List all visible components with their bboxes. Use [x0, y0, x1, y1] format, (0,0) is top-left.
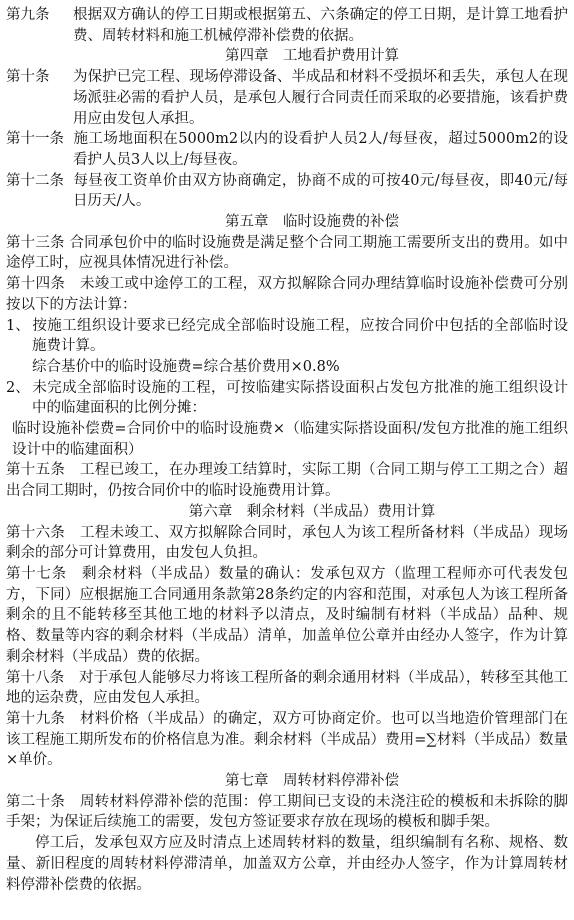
list-item-1-text: 按施工组织设计要求已经完成全部临时设施工程，应按合同价中包括的全部临时设施费计算。	[32, 317, 568, 355]
formula-2: 临时设施补偿费=合同价中的临时设施费×（临建实际搭设面积/发包方批准的施工组织设计中的临建面积）	[12, 421, 568, 458]
list-item-1	[6, 316, 568, 357]
article-18: 第十八条 对于承包人能够尽力将该工程所备的剩余通用材料（半成品），转移至其他工地的运杂费，应由发包人承担。	[6, 669, 568, 707]
article-11-label: 第十一条	[6, 131, 64, 148]
article-16: 第十六条 工程未竣工、双方拟解除合同时，承包人为该工程所备材料（半成品）现场剩余的部分可计算费用，由发包人负担。	[6, 524, 568, 562]
article-9-label: 第九条	[6, 7, 50, 23]
list-item-2-label: 2、	[6, 379, 30, 396]
list-item-2	[6, 378, 568, 419]
article-15: 第十五条 工程已竣工，在办理竣工结算时，实际工期（合同工期与停工工期之合）超出合同工期时，仍按合同价中的临时设施费用计算。	[6, 462, 568, 500]
formula-1: 综合基价中的临时设施费=综合基价费用×0.8%	[32, 358, 340, 375]
chapter-4-title: 第四章 工地看护费用计算	[225, 48, 399, 65]
article-12-text: 每昼夜工资单价由双方协商确定，协商不成的可按40元/每昼夜，即40元/每日历天/人。	[73, 172, 568, 210]
article-12	[6, 171, 568, 212]
chapter-7-title: 第七章 周转材料停滞补偿	[225, 773, 399, 790]
article-10-label: 第十条	[6, 69, 50, 86]
chapter-6-title: 第六章 剩余材料（半成品）费用计算	[188, 503, 436, 520]
chapter-5-title: 第五章 临时设施费的补偿	[225, 214, 399, 231]
article-13: 第十三条 合同承包价中的临时设施费是满足整个合同工期施工需要所支出的费用。如中途停工时，应视具体情况进行补偿。	[6, 234, 568, 272]
article-11-text: 施工场地面积在5000m2以内的设看护人员2人/每昼夜，超过5000m2的设看护人员3人以上/每昼夜。	[73, 131, 568, 168]
article-10-text: 为保护已完工程、现场停滞设备、半成品和材料不受损坏和丢失，承包人在现场派驻必需的看护人员，是承包人履行合同责任而采取的必要措施，该看护费用应由发包人承担。	[73, 69, 568, 127]
article-10	[6, 67, 568, 129]
list-item-2-text: 未完成全部临时设施的工程，可按临建实际搭设面积占发包方批准的施工组织设计中的临建面积的比例分摊：	[32, 379, 568, 417]
article-9	[6, 5, 568, 46]
article-14: 第十四条 未竣工或中途停工的工程，双方拟解除合同办理结算临时设施补偿费可分别按以下的方法计算：	[6, 276, 568, 313]
article-17: 第十七条 剩余材料（半成品）数量的确认：发承包双方（监理工程师亦可代表发包方，下同）应根据施工合同通用条款第28条约定的内容和范围，对承包人为该工程所备剩余的且不能转移至其他工地的材料予以清点，及时编制有材料（半成品）品种、规格、数量等内容的剩余材料（半成品）清单，加盖单位公章并由经办人签字，作为计算剩余材料（半成品）费的依据。	[6, 565, 568, 665]
article-12-label: 第十二条	[6, 172, 64, 189]
list-item-1-label: 1、	[6, 317, 30, 334]
article-20: 第二十条 周转材料停滞补偿的范围：停工期间已支设的未浇注砼的模板和未拆除的脚手架；为保证后续施工的需要，发包方签证要求存放在现场的模板和脚手架。	[6, 793, 568, 831]
article-11	[6, 129, 568, 170]
article-19: 第十九条 材料价格（半成品）的确定，双方可协商定价。也可以当地造价管理部门在该工程施工期所发布的价格信息为准。剩余材料（半成品）费用=∑材料（半成品）数量×单价。	[6, 710, 568, 769]
article-9-text: 根据双方确认的停工日期或根据第五、六条确定的停工日期，是计算工地看护费、周转材料和施工机械停滞补偿费的依据。	[73, 7, 568, 44]
closing-paragraph: 停工后，发承包双方应及时清点上述周转材料的数量，组织编制有名称、规格、数量、新旧程度的周转材料停滞清单，加盖双方公章，并由经办人签字，作为计算周转材料停滞补偿费的依据。	[6, 835, 568, 893]
